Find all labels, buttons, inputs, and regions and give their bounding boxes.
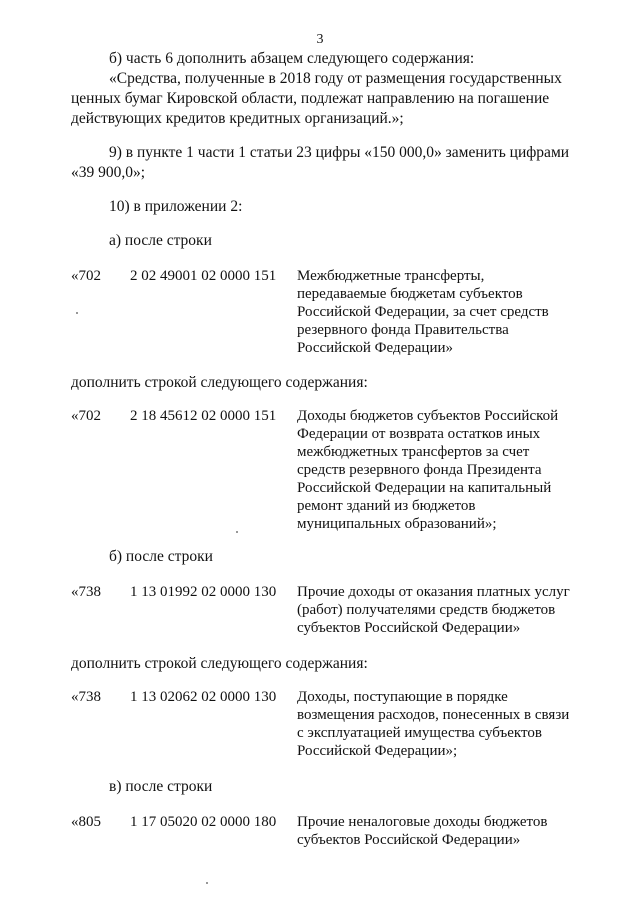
admin-code: «738 xyxy=(71,584,101,600)
row-name xyxy=(297,813,587,849)
item-9-line: «39 900,0»; xyxy=(71,164,146,181)
admin-code: «805 xyxy=(71,814,101,830)
scan-speck xyxy=(236,531,238,533)
sub-b-heading: б) после строки xyxy=(109,548,213,565)
row-name-line: Доходы, поступающие в порядке xyxy=(297,689,508,705)
row-name xyxy=(297,407,587,533)
row-name-line: Федерации от возврата остатков иных xyxy=(297,426,541,442)
row-name-line: резервного фонда Правительства xyxy=(297,322,509,338)
row-name-line: средств резервного фонда Президента xyxy=(297,462,542,478)
row-name-line: Российской Федерации, за счет средств xyxy=(297,304,549,320)
row-name xyxy=(297,583,587,637)
item-10-heading: 10) в приложении 2: xyxy=(109,198,243,215)
row-name-line: Российской Федерации на капитальный xyxy=(297,480,552,496)
add-row-instruction: дополнить строкой следующего содержания: xyxy=(71,374,368,391)
quote-line: действующих кредитов кредитных организаций.»; xyxy=(71,110,404,127)
budget-class-code: 1 17 05020 02 0000 180 xyxy=(130,814,277,830)
item-9-line: 9) в пункте 1 части 1 статьи 23 цифры «150 000,0» заменить цифрами xyxy=(109,144,570,161)
row-name-line: ремонт зданий из бюджетов xyxy=(297,498,476,514)
row-name-line: Доходы бюджетов субъектов Российской xyxy=(297,408,559,424)
sub-v-heading: в) после строки xyxy=(109,778,213,795)
row-name-line: Прочие доходы от оказания платных услуг xyxy=(297,584,570,600)
row-name xyxy=(297,267,587,357)
admin-code: «738 xyxy=(71,689,101,705)
row-name-line: передаваемые бюджетам субъектов xyxy=(297,286,523,302)
budget-class-code: 1 13 01992 02 0000 130 xyxy=(130,584,277,600)
row-name-line: муниципальных образований»; xyxy=(297,516,497,532)
budget-class-code: 2 02 49001 02 0000 151 xyxy=(130,268,277,284)
quote-line: ценных бумаг Кировской области, подлежат направлению на погашение xyxy=(71,90,550,107)
add-row-instruction: дополнить строкой следующего содержания: xyxy=(71,655,368,672)
scan-speck xyxy=(76,312,78,314)
row-name-line: возмещения расходов, понесенных в связи xyxy=(297,707,570,723)
row-name-line: Межбюджетные трансферты, xyxy=(297,268,485,284)
row-name-line: Российской Федерации»; xyxy=(297,743,458,759)
admin-code: «702 xyxy=(71,408,101,424)
budget-class-code: 1 13 02062 02 0000 130 xyxy=(130,689,277,705)
row-name-line: межбюджетных трансфертов за счет xyxy=(297,444,530,460)
row-name-line: Российской Федерации» xyxy=(297,340,454,356)
sub-a-heading: а) после строки xyxy=(109,232,212,249)
row-name-line: субъектов Российской Федерации» xyxy=(297,832,521,848)
scan-speck xyxy=(206,882,208,884)
row-name-line: Прочие неналоговые доходы бюджетов xyxy=(297,814,548,830)
row-name-line: с эксплуатацией имущества субъектов xyxy=(297,725,542,741)
admin-code: «702 xyxy=(71,268,101,284)
budget-class-code: 2 18 45612 02 0000 151 xyxy=(130,408,277,424)
row-name-line: (работ) получателями средств бюджетов xyxy=(297,602,556,618)
quote-line: «Средства, полученные в 2018 году от размещения государственных xyxy=(109,70,562,87)
row-name xyxy=(297,688,587,760)
row-name-line: субъектов Российской Федерации» xyxy=(297,620,521,636)
page-number: 3 xyxy=(316,32,324,47)
para-b-part6: б) часть 6 дополнить абзацем следующего содержания: xyxy=(109,50,475,67)
